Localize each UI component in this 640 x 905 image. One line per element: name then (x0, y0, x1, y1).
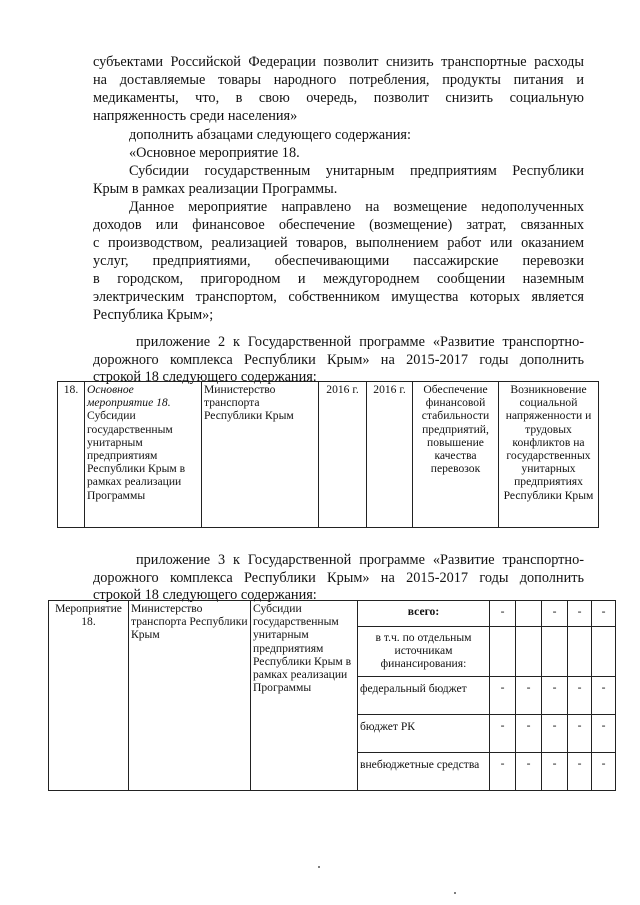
value-cell: - (490, 715, 516, 753)
value-cell (568, 627, 592, 677)
value-cell: - (490, 601, 516, 627)
source-cell: внебюджетные средства (358, 753, 490, 791)
value-cell: - (592, 715, 616, 753)
source-cell: федеральный бюджет (358, 677, 490, 715)
measure-plain: Субсидии государственным унитарным предприятиям Республики Крым в рамках реализации Программы (87, 409, 186, 502)
executor-cell: Министерство транспорта Республики Крым (202, 382, 319, 528)
value-cell (516, 627, 542, 677)
measure-text-line: в городском, пригородном и междугороднем сообщении наземным (93, 271, 584, 287)
value-cell: - (516, 677, 542, 715)
instruction-text: дополнить абзацами следующего содержания: (129, 127, 411, 143)
measure-name-cell: Субсидии государственным унитарным предприятиям Республики Крым в рамках реализации Программы (251, 601, 358, 791)
value-cell: - (568, 601, 592, 627)
value-cell: - (542, 715, 568, 753)
value-cell (490, 627, 516, 677)
measure-text-line: Данное мероприятие направлено на возмещение недополученных (129, 199, 584, 215)
value-cell (542, 627, 568, 677)
subsidy-title-line: Субсидии государственным унитарным предприятиям Республики (129, 163, 584, 179)
source-cell: бюджет РК (358, 715, 490, 753)
value-cell: - (516, 753, 542, 791)
measure-text-line: электрическим транспортом, собственником имущества которых является (93, 289, 584, 305)
paragraph-line: субъектами Российской Федерации позволит снизить транспортные расходы (93, 54, 584, 70)
appendix2-intro-line: приложение 2 к Государственной программе «Развитие транспортно- (136, 334, 584, 350)
measure-italic: Основное мероприятие 18. (87, 383, 171, 410)
end-year-cell: 2016 г. (367, 382, 413, 528)
value-cell: - (592, 601, 616, 627)
table-row (58, 382, 599, 528)
measure-text-line: услуг, предприятиями, обеспечивающими пассажирские перевозки (93, 253, 584, 269)
value-cell: - (490, 677, 516, 715)
measure-text-line: Республика Крым»; (93, 307, 214, 323)
appendix3-table (48, 600, 616, 791)
value-cell (592, 627, 616, 677)
table-row (49, 601, 616, 627)
value-cell: - (592, 753, 616, 791)
value-cell: - (592, 677, 616, 715)
paragraph-line: на доставляемые товары народного потребления, продукты питания и (93, 72, 584, 88)
source-cell: всего: (358, 601, 490, 627)
source-cell: в т.ч. по отдельным источникам финансирования: (358, 627, 490, 677)
appendix3-intro-line: дорожного комплекса Республики Крым» на 2015-2017 годы дополнить (93, 570, 584, 586)
value-cell: - (490, 753, 516, 791)
executor-cell: Министерство транспорта Республики Крым (129, 601, 251, 791)
measure-cell (85, 382, 202, 528)
value-cell: - (568, 715, 592, 753)
start-year-cell: 2016 г. (319, 382, 367, 528)
value-cell: - (542, 753, 568, 791)
scan-speck (454, 892, 456, 894)
appendix3-intro-line: приложение 3 к Государственной программе «Развитие транспортно- (136, 552, 584, 568)
consequence-cell: Возникновение социальной напряженности и трудовых конфликтов на государственных унитарных предприятиях Республики Крым (499, 382, 599, 528)
paragraph-line: медикаменты, что, в свою очередь, позволит снизить социальную (93, 90, 584, 106)
row-number: 18. (58, 382, 85, 528)
value-cell (516, 601, 542, 627)
subsidy-title-line: Крым в рамках реализации Программы. (93, 181, 338, 197)
paragraph-line: напряженность среди населения» (93, 108, 298, 124)
result-cell: Обеспечение финансовой стабильности предприятий, повышение качества перевозок (413, 382, 499, 528)
value-cell: - (568, 753, 592, 791)
value-cell: - (516, 715, 542, 753)
value-cell: - (568, 677, 592, 715)
measure-text-line: доходов или финансовое обеспечение (возмещение) затрат, связанных (93, 217, 584, 233)
value-cell: - (542, 677, 568, 715)
measure-heading: «Основное мероприятие 18. (129, 145, 300, 161)
appendix2-intro-line: дорожного комплекса Республики Крым» на 2015-2017 годы дополнить (93, 352, 584, 368)
measure-cell: Мероприятие 18. (49, 601, 129, 791)
value-cell: - (542, 601, 568, 627)
appendix2-table (57, 381, 599, 528)
measure-text-line: с производством, реализацией товаров, выполнением работ или оказанием (93, 235, 584, 251)
appendix3-intro-line: строкой 18 следующего содержания: (93, 587, 317, 603)
appendix2-intro-line: строкой 18 следующего содержания: (93, 369, 317, 385)
scan-speck (318, 866, 320, 868)
